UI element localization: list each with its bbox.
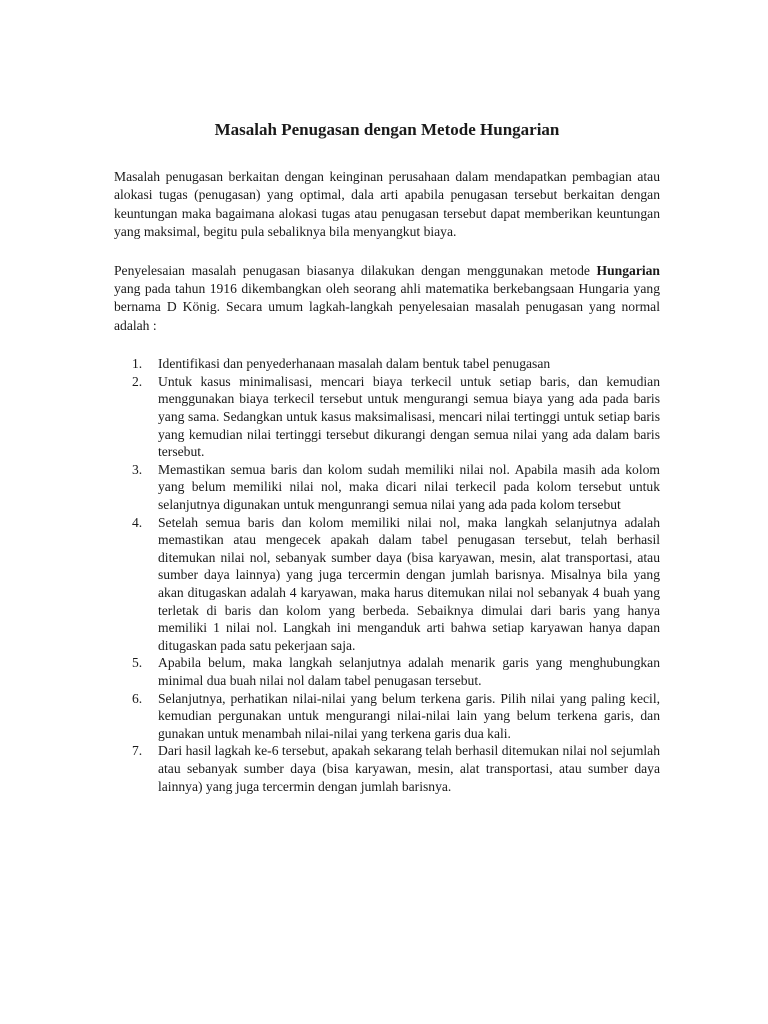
list-item (114, 742, 660, 795)
paragraph-method-text-1: Penyelesaian masalah penugasan biasanya dilakukan dengan menggunakan metode (114, 262, 597, 278)
paragraph-method (114, 262, 660, 336)
list-item-number: 3. (132, 461, 143, 477)
list-item-text: Identifikasi dan penyederhanaan masalah dalam bentuk tabel penugasan (158, 356, 551, 372)
list-item (114, 690, 660, 743)
list-item-text: Dari hasil lagkah ke-6 tersebut, apakah sekarang telah berhasil ditemukan nilai nol sejumlah atau sebanyak sumber daya (bisa karyawan, mesin, alat transportasi, atau sumber daya lainnya) yang juga tercermin dengan jumlah barisnya. (158, 743, 660, 794)
list-item-number: 6. (132, 690, 143, 706)
list-item-number: 7. (132, 743, 143, 759)
list-item (114, 514, 660, 655)
list-item-number: 1. (132, 356, 143, 372)
list-item-text: Memastikan semua baris dan kolom sudah memiliki nilai nol. Apabila masih ada kolom yang belum memiliki nilai nol, maka dicari nilai terkecil pada kolom tersebut untuk selanjutnya digunakan untuk mengunrangi semua nilai yang ada pada kolom tersebut (158, 461, 660, 512)
list-item-text: Apabila belum, maka langkah selanjutnya adalah menarik garis yang menghubungkan minimal dua buah nilai nol dalam tabel penugasan tersebut. (158, 655, 660, 688)
list-item-number: 5. (132, 655, 143, 671)
list-item-text: Selanjutnya, perhatikan nilai-nilai yang belum terkena garis. Pilih nilai yang paling kecil, kemudian pergunakan untuk mengurangi nilai-nilai lain yang belum terkena garis, dan gunakan untuk menambah nilai-nilai yang terkena garis dua kali. (158, 690, 660, 741)
steps-list (114, 355, 660, 795)
list-item (114, 461, 660, 514)
list-item (114, 373, 660, 461)
list-item (114, 654, 660, 689)
document-title: Masalah Penugasan dengan Metode Hungarian (214, 120, 560, 139)
list-item-number: 4. (132, 514, 143, 530)
list-item (114, 355, 660, 373)
paragraph-intro: Masalah penugasan berkaitan dengan keinginan perusahaan dalam mendapatkan pembagian atau alokasi tugas (penugasan) yang optimal, dala arti apabila penugasan tersebut berkaitan dengan keuntungan maka bagaimana alokasi tugas atau penugasan tersebut dapat memberikan keuntungan yang maksimal, begitu pula sebaliknya bila menyangkut biaya. (114, 169, 660, 240)
hungarian-bold-term: Hungarian (596, 262, 660, 278)
paragraph-method-text-2: yang pada tahun 1916 dikembangkan oleh seorang ahli matematika berkebangsaan Hungaria yang bernama D König. Secara umum lagkah-langkah penyelesaian masalah penugasan yang normal adalah : (114, 281, 660, 333)
list-item-text: Untuk kasus minimalisasi, mencari biaya terkecil untuk setiap baris, dan kemudian menggunakan biaya terkecil tersebut untuk mengurangi semua biaya yang ada pada baris yang sama. Sedangkan untuk kasus maksimalisasi, mencari nilai tertinggi untuk setiap baris yang kemudian nilai tertinggi tersebut dikurangi dengan semua nilai yang ada dalam baris tersebut. (158, 373, 660, 460)
list-item-text: Setelah semua baris dan kolom memiliki nilai nol, maka langkah selanjutnya adalah memastikan atau mengecek apakah dalam tabel penugasan tersebut, telah berhasil ditemukan nilai nol, sebanyak sumber daya (bisa karyawan, mesin, alat transportasi, atau sumber daya lainnya) yang juga tercermin dengan jumlah barisnya. Misalnya bila yang akan ditugaskan adalah 4 karyawan, maka harus ditemukan nilai nol sebanyak 4 buah yang terletak di baris dan kolom yang berbeda. Sebaiknya dimulai dari baris yang hanya memiliki 1 nilai nol. Langkah ini menganduk arti bahwa setiap karyawan hanya dapan ditugaskan pada satu pekerjaan saja. (158, 514, 660, 653)
list-item-number: 2. (132, 373, 143, 389)
document-page (114, 118, 660, 795)
